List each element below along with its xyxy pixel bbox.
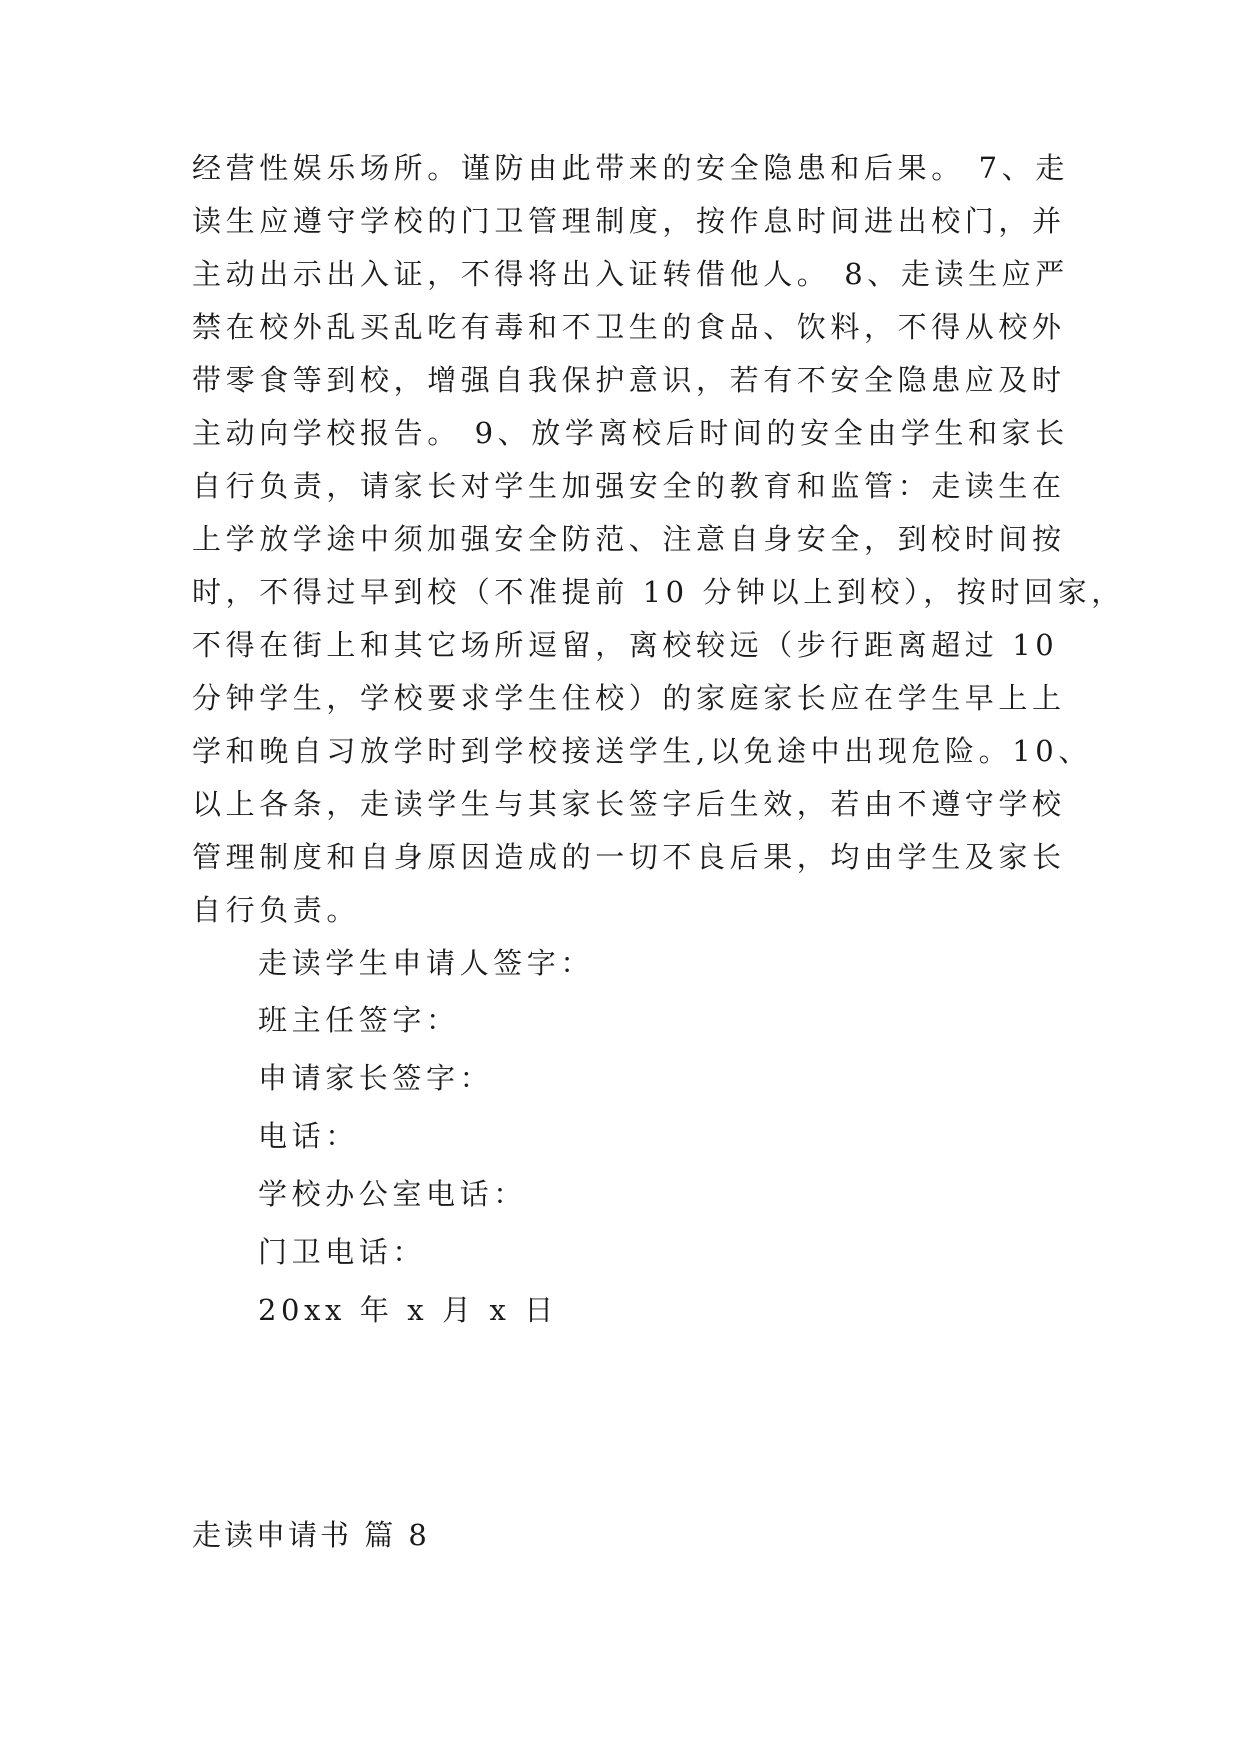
body-text-line: 分钟学生，学校要求学生住校）的家庭家长应在学生早上上	[192, 681, 1066, 715]
body-text-line: 经营性娱乐场所。谨防由此带来的安全隐患和后果。 7、走	[192, 151, 1069, 185]
body-text-line: 主动出示出入证，不得将出入证转借他人。 8、走读生应严	[192, 257, 1069, 291]
body-text-line: 禁在校外乱买乱吃有毒和不卫生的食品、饮料，不得从校外	[192, 310, 1066, 344]
section-heading: 走读申请书 篇 8	[192, 1518, 430, 1552]
body-text-line: 自行负责，请家长对学生加强安全的教育和监管：走读生在	[192, 469, 1066, 503]
school-office-phone-label: 学校办公室电话：	[258, 1177, 527, 1211]
phone-label: 电话：	[258, 1119, 359, 1153]
body-text-line: 以上各条，走读学生与其家长签字后生效，若由不遵守学校	[192, 787, 1066, 821]
date-line: 20xx 年 x 月 x 日	[258, 1293, 558, 1327]
body-text-line: 不得在街上和其它场所逗留，离校较远（步行距离超过 10	[192, 628, 1059, 662]
body-text-line: 时，不得过早到校（不准提前 10 分钟以上到校），按时回家，	[192, 575, 1125, 609]
body-text-line: 主动向学校报告。 9、放学离校后时间的安全由学生和家长	[192, 416, 1069, 450]
gate-phone-label: 门卫电话：	[258, 1235, 427, 1269]
body-text-line: 管理制度和自身原因造成的一切不良后果，均由学生及家长	[192, 840, 1066, 874]
body-text-line: 带零食等到校，增强自我保护意识，若有不安全隐患应及时	[192, 363, 1066, 397]
body-text-line: 读生应遵守学校的门卫管理制度，按作息时间进出校门，并	[192, 204, 1066, 238]
parent-signature-label: 申请家长签字：	[258, 1061, 494, 1095]
body-text-line: 学和晚自习放学时到学校接送学生,以免途中出现危险。10、	[192, 734, 1092, 768]
head-teacher-signature-label: 班主任签字：	[258, 1003, 460, 1037]
student-signature-label: 走读学生申请人签字：	[258, 946, 595, 980]
body-text-line: 自行负责。	[192, 893, 361, 927]
body-text-line: 上学放学途中须加强安全防范、注意自身安全，到校时间按	[192, 522, 1066, 556]
